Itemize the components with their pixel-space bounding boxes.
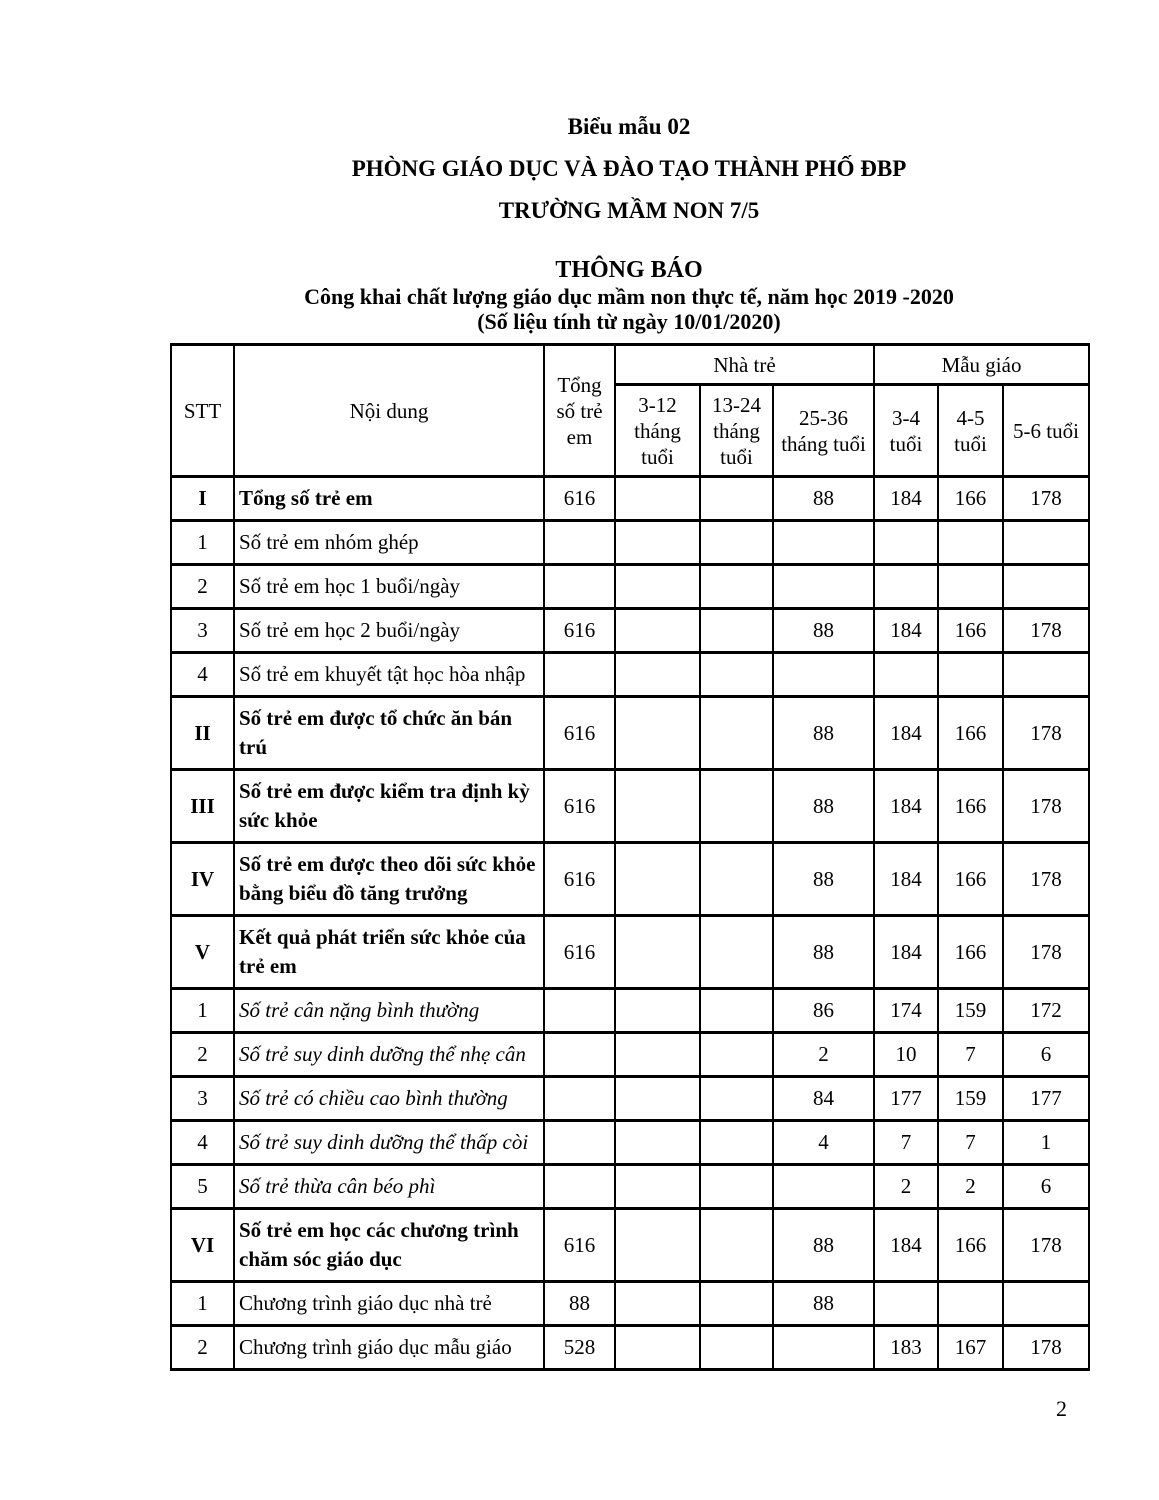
row-label: Số trẻ em học 2 buổi/ngày: [234, 609, 544, 653]
row-stt: 2: [171, 565, 234, 609]
table-row: [171, 609, 1089, 653]
row-value: 88: [773, 697, 874, 770]
row-value: 178: [1003, 609, 1089, 653]
row-value: 183: [874, 1326, 938, 1370]
row-value: [615, 1033, 700, 1077]
row-value: 88: [773, 477, 874, 521]
row-value: 4: [773, 1121, 874, 1165]
row-value: [700, 1326, 773, 1370]
table-row: [171, 697, 1089, 770]
row-stt: I: [171, 477, 234, 521]
row-value: [1003, 521, 1089, 565]
row-value: [615, 521, 700, 565]
row-stt: 4: [171, 1121, 234, 1165]
row-value: [773, 521, 874, 565]
row-label: Chương trình giáo dục nhà trẻ: [234, 1282, 544, 1326]
row-value: 88: [773, 609, 874, 653]
row-value: [874, 521, 938, 565]
row-label: Số trẻ em được tổ chức ăn bán trú: [234, 697, 544, 770]
row-value: 184: [874, 916, 938, 989]
row-value: 166: [938, 770, 1003, 843]
notice-title: THÔNG BÁO: [555, 257, 703, 283]
row-value: [700, 989, 773, 1033]
document-header: [170, 106, 1088, 334]
table-row: [171, 1209, 1089, 1282]
row-value: [615, 565, 700, 609]
row-value: 178: [1003, 770, 1089, 843]
row-stt: 1: [171, 521, 234, 565]
row-value: [874, 1282, 938, 1326]
col-group-nursery: Nhà trẻ: [615, 345, 874, 385]
col-header-stt: STT: [171, 345, 234, 477]
row-value: [874, 653, 938, 697]
row-value: 166: [938, 843, 1003, 916]
row-value: 2: [773, 1033, 874, 1077]
col-header-age-4-5: 4-5 tuổi: [938, 385, 1003, 477]
row-value: 178: [1003, 916, 1089, 989]
row-value: 166: [938, 609, 1003, 653]
row-value: [615, 1326, 700, 1370]
table-row: [171, 565, 1089, 609]
row-value: 6: [1003, 1033, 1089, 1077]
col-header-age-5-6: 5-6 tuổi: [1003, 385, 1089, 477]
row-value: 88: [773, 916, 874, 989]
row-label: Số trẻ em học 1 buổi/ngày: [234, 565, 544, 609]
row-value: [700, 697, 773, 770]
row-value: [1003, 1282, 1089, 1326]
row-label: Kết quả phát triển sức khỏe của trẻ em: [234, 916, 544, 989]
row-stt: IV: [171, 843, 234, 916]
school-name: TRƯỜNG MẦM NON 7/5: [498, 198, 760, 223]
col-header-age-13-24: 13-24 tháng tuổi: [700, 385, 773, 477]
col-header-age-3-12: 3-12 tháng tuổi: [615, 385, 700, 477]
row-stt: 5: [171, 1165, 234, 1209]
row-value: 88: [773, 1209, 874, 1282]
row-value: 616: [544, 697, 615, 770]
row-value: 166: [938, 697, 1003, 770]
row-value: 88: [773, 770, 874, 843]
row-value: 172: [1003, 989, 1089, 1033]
row-stt: II: [171, 697, 234, 770]
row-label: Số trẻ em được theo dõi sức khỏe bằng biểu đồ tăng trưởng: [234, 843, 544, 916]
row-label: Tổng số trẻ em: [234, 477, 544, 521]
table-row: [171, 477, 1089, 521]
form-label: Biểu mẫu 02: [567, 114, 691, 139]
quality-table: [170, 343, 1090, 1371]
col-header-total: Tổng số trẻ em: [544, 345, 615, 477]
row-value: [773, 565, 874, 609]
row-value: 10: [874, 1033, 938, 1077]
row-value: [938, 653, 1003, 697]
row-value: [700, 653, 773, 697]
row-value: [615, 843, 700, 916]
row-stt: 2: [171, 1326, 234, 1370]
row-value: [544, 1165, 615, 1209]
row-value: 166: [938, 477, 1003, 521]
row-value: [700, 1209, 773, 1282]
row-value: [615, 1282, 700, 1326]
row-value: [1003, 565, 1089, 609]
table-row: [171, 1121, 1089, 1165]
row-stt: III: [171, 770, 234, 843]
table-header: [171, 345, 1089, 477]
row-stt: 1: [171, 1282, 234, 1326]
row-value: 166: [938, 1209, 1003, 1282]
row-value: 184: [874, 843, 938, 916]
header-group-row: [171, 345, 1089, 385]
row-stt: 3: [171, 1077, 234, 1121]
table-row: [171, 1326, 1089, 1370]
row-value: 616: [544, 1209, 615, 1282]
row-value: 178: [1003, 1326, 1089, 1370]
table-row: [171, 1282, 1089, 1326]
row-value: 2: [938, 1165, 1003, 1209]
department-name: PHÒNG GIÁO DỤC VÀ ĐÀO TẠO THÀNH PHỐ ĐBP: [351, 156, 907, 181]
table-row: [171, 1077, 1089, 1121]
row-value: [615, 1165, 700, 1209]
row-value: [773, 1326, 874, 1370]
row-label: Số trẻ thừa cân béo phì: [234, 1165, 544, 1209]
col-group-kindergarten: Mẫu giáo: [874, 345, 1089, 385]
row-stt: 2: [171, 1033, 234, 1077]
row-value: [700, 477, 773, 521]
row-label: Số trẻ suy dinh dưỡng thể nhẹ cân: [234, 1033, 544, 1077]
row-value: [938, 1282, 1003, 1326]
row-value: 184: [874, 477, 938, 521]
row-value: 6: [1003, 1165, 1089, 1209]
document-page: [170, 106, 1088, 1371]
row-value: [615, 770, 700, 843]
row-value: 184: [874, 609, 938, 653]
row-value: [773, 1165, 874, 1209]
row-value: 88: [773, 1282, 874, 1326]
row-value: [700, 770, 773, 843]
row-stt: VI: [171, 1209, 234, 1282]
row-value: [615, 609, 700, 653]
row-value: [615, 477, 700, 521]
row-value: 88: [544, 1282, 615, 1326]
table-row: [171, 843, 1089, 916]
row-value: 174: [874, 989, 938, 1033]
row-value: [700, 916, 773, 989]
row-value: [700, 609, 773, 653]
row-value: [544, 565, 615, 609]
row-value: 84: [773, 1077, 874, 1121]
row-value: 88: [773, 843, 874, 916]
row-stt: 1: [171, 989, 234, 1033]
table-row: [171, 989, 1089, 1033]
row-value: [544, 1077, 615, 1121]
table-row: [171, 521, 1089, 565]
row-value: [544, 521, 615, 565]
notice-note: (Số liệu tính từ ngày 10/01/2020): [477, 309, 781, 334]
row-value: 616: [544, 477, 615, 521]
row-value: [700, 521, 773, 565]
row-label: Chương trình giáo dục mẫu giáo: [234, 1326, 544, 1370]
row-value: [544, 653, 615, 697]
row-value: [700, 843, 773, 916]
row-value: 177: [874, 1077, 938, 1121]
row-value: [615, 697, 700, 770]
table-row: [171, 916, 1089, 989]
row-value: 178: [1003, 1209, 1089, 1282]
row-value: [544, 989, 615, 1033]
row-value: 184: [874, 1209, 938, 1282]
row-value: [615, 1077, 700, 1121]
row-value: 167: [938, 1326, 1003, 1370]
row-value: 616: [544, 843, 615, 916]
row-value: 616: [544, 609, 615, 653]
row-value: 184: [874, 697, 938, 770]
row-value: [938, 565, 1003, 609]
row-value: 166: [938, 916, 1003, 989]
table-row: [171, 1165, 1089, 1209]
row-stt: 4: [171, 653, 234, 697]
row-value: [615, 1209, 700, 1282]
page-number: 2: [1056, 1396, 1067, 1421]
row-value: [773, 653, 874, 697]
row-value: [544, 1033, 615, 1077]
row-label: Số trẻ có chiều cao bình thường: [234, 1077, 544, 1121]
row-value: [700, 565, 773, 609]
row-value: [700, 1282, 773, 1326]
row-value: 616: [544, 770, 615, 843]
row-value: 7: [938, 1121, 1003, 1165]
row-value: [700, 1077, 773, 1121]
row-value: [1003, 653, 1089, 697]
row-label: Số trẻ em được kiểm tra định kỳ sức khỏe: [234, 770, 544, 843]
row-value: [700, 1033, 773, 1077]
table-body: [171, 477, 1089, 1370]
row-stt: V: [171, 916, 234, 989]
row-value: [938, 521, 1003, 565]
col-header-age-3-4: 3-4 tuổi: [874, 385, 938, 477]
row-label: Số trẻ cân nặng bình thường: [234, 989, 544, 1033]
row-value: [700, 1121, 773, 1165]
row-value: [700, 1165, 773, 1209]
row-value: 159: [938, 989, 1003, 1033]
notice-subtitle: Công khai chất lượng giáo dục mầm non thực tế, năm học 2019 -2020: [304, 284, 954, 309]
row-value: 184: [874, 770, 938, 843]
row-value: [544, 1121, 615, 1165]
row-value: 7: [938, 1033, 1003, 1077]
row-value: 177: [1003, 1077, 1089, 1121]
row-value: [615, 653, 700, 697]
col-header-content: Nội dung: [234, 345, 544, 477]
col-header-age-25-36: 25-36 tháng tuổi: [773, 385, 874, 477]
row-label: Số trẻ em khuyết tật học hòa nhập: [234, 653, 544, 697]
row-value: 1: [1003, 1121, 1089, 1165]
row-value: 159: [938, 1077, 1003, 1121]
row-label: Số trẻ em nhóm ghép: [234, 521, 544, 565]
row-value: 86: [773, 989, 874, 1033]
row-label: Số trẻ em học các chương trình chăm sóc giáo dục: [234, 1209, 544, 1282]
row-value: 178: [1003, 477, 1089, 521]
row-value: 7: [874, 1121, 938, 1165]
row-value: [615, 916, 700, 989]
row-value: [615, 1121, 700, 1165]
row-value: 528: [544, 1326, 615, 1370]
row-value: 616: [544, 916, 615, 989]
row-label: Số trẻ suy dinh dưỡng thể thấp còi: [234, 1121, 544, 1165]
row-value: [615, 989, 700, 1033]
table-row: [171, 1033, 1089, 1077]
table-row: [171, 653, 1089, 697]
row-value: 2: [874, 1165, 938, 1209]
row-value: [874, 565, 938, 609]
table-row: [171, 770, 1089, 843]
row-value: 178: [1003, 843, 1089, 916]
row-value: 178: [1003, 697, 1089, 770]
row-stt: 3: [171, 609, 234, 653]
